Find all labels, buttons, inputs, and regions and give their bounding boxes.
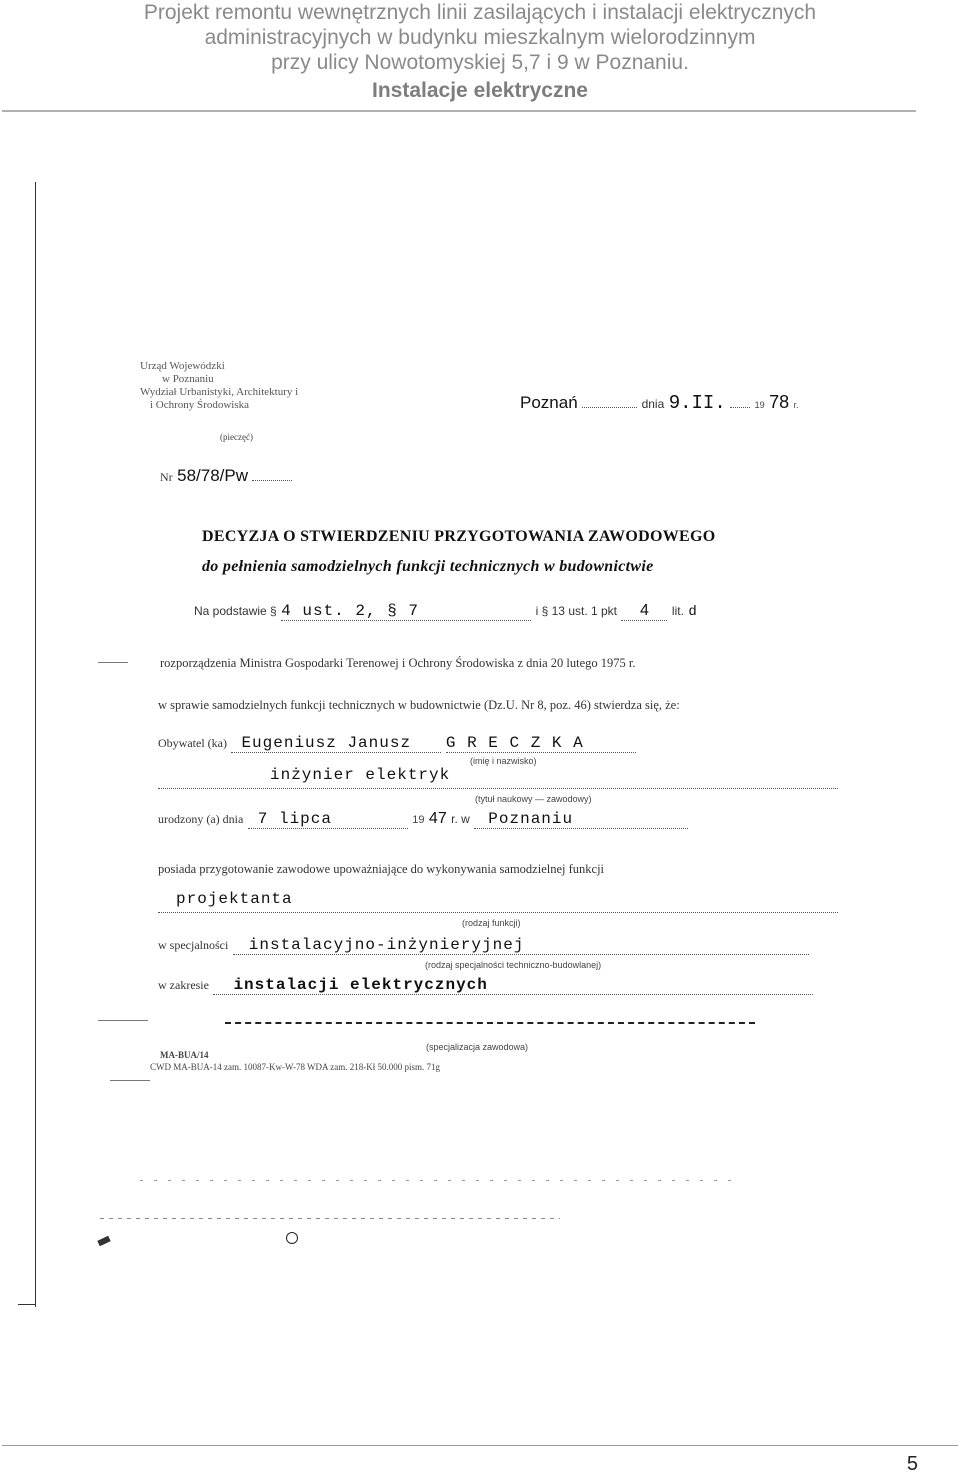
office-stamp bbox=[140, 360, 298, 412]
header-divider bbox=[2, 110, 916, 112]
decision-title-line-1: DECYZJA O STWIERDZENIU PRZYGOTOWANIA ZAWODOWEGO bbox=[202, 528, 716, 545]
specialty-label: w specjalności bbox=[158, 938, 229, 952]
scan-circle-mark bbox=[286, 1232, 298, 1244]
place-date-line bbox=[520, 392, 799, 414]
regulation-line: rozporządzenia Ministra Gospodarki Terenowej i Ochrony Środowiska z dnia 20 lutego 1975 r. bbox=[160, 656, 636, 670]
basis-middle: i § 13 ust. 1 pkt bbox=[535, 604, 618, 618]
profession-caption: (tytuł naukowy — zawodowy) bbox=[475, 794, 592, 804]
date-year: 78 bbox=[769, 392, 790, 412]
scan-smudge bbox=[97, 1236, 110, 1247]
basis-label: Na podstawie § bbox=[194, 604, 277, 618]
decision-title-line-2: do pełnienia samodzielnych funkcji technicznych w budownictwie bbox=[202, 558, 654, 575]
scope-label: w zakresie bbox=[158, 978, 209, 992]
specialty-line bbox=[158, 936, 809, 955]
date-year-suffix: r. bbox=[793, 400, 799, 410]
citizen-surname: G R E C Z K A bbox=[446, 734, 636, 753]
birth-in-label: r. w bbox=[451, 812, 470, 826]
birth-line bbox=[158, 810, 688, 829]
scope-dashed-line bbox=[225, 1022, 755, 1024]
birth-date: 7 lipca bbox=[248, 810, 408, 829]
function-caption: (rodzaj funkcji) bbox=[462, 918, 521, 928]
legal-basis-line bbox=[194, 602, 698, 621]
page-number: 5 bbox=[906, 1453, 918, 1475]
page-header bbox=[0, 0, 960, 103]
scan-noise bbox=[98, 1020, 148, 1021]
scope-value: instalacji elektrycznych bbox=[213, 976, 813, 995]
number-label: Nr bbox=[160, 470, 173, 484]
birth-place: Poznaniu bbox=[474, 810, 688, 829]
header-line-2: administracyjnych w budynku mieszkalnym wielorodzinnym bbox=[204, 26, 756, 49]
scope-line bbox=[158, 976, 813, 995]
scan-noise bbox=[100, 1218, 560, 1219]
specialty-caption: (rodzaj specjalności techniczno-budowlanej) bbox=[425, 960, 602, 970]
stamp-line-3: Wydział Urbanistyki, Architektury i bbox=[140, 386, 299, 398]
matter-line: w sprawie samodzielnych funkcji technicznych w budownictwie (Dz.U. Nr 8, poz. 46) stwierdza się, że: bbox=[158, 698, 680, 712]
scan-noise bbox=[140, 1180, 740, 1181]
basis-pkt: 4 bbox=[621, 602, 667, 621]
name-caption: (imię i nazwisko) bbox=[470, 756, 537, 766]
qualification-line: posiada przygotowanie zawodowe upoważniające do wykonywania samodzielnej funkcji bbox=[158, 862, 605, 876]
profession-value: inżynier elektryk bbox=[270, 766, 451, 784]
scan-corner-mark bbox=[18, 1304, 36, 1305]
stamp-line-2: w Poznaniu bbox=[162, 373, 214, 385]
scan-noise bbox=[110, 1080, 150, 1081]
stamp-caption: (pieczęć) bbox=[220, 432, 253, 442]
stamp-line-4: i Ochrony Środowiska bbox=[150, 399, 249, 411]
function-underline bbox=[158, 912, 838, 913]
date-day: 9.II. bbox=[668, 392, 726, 414]
decision-number bbox=[160, 466, 292, 486]
date-label: dnia bbox=[641, 397, 665, 411]
date-year-prefix: 19 bbox=[754, 400, 765, 410]
header-line-1: Projekt remontu wewnętrznych linii zasilających i instalacji elektrycznych bbox=[143, 1, 817, 24]
footer-divider bbox=[2, 1445, 958, 1446]
scan-left-border bbox=[35, 182, 36, 1307]
basis-lit-label: lit. bbox=[671, 604, 684, 618]
form-code: MA-BUA/14 bbox=[160, 1050, 209, 1060]
basis-value: 4 ust. 2, § 7 bbox=[281, 602, 531, 621]
birth-year-prefix: 19 bbox=[412, 814, 425, 826]
citizen-label: Obywatel (ka) bbox=[158, 736, 227, 750]
scanned-decision-document bbox=[90, 170, 850, 1310]
place-city: Poznań bbox=[520, 393, 578, 412]
profession-underline bbox=[158, 788, 838, 789]
print-info: CWD MA-BUA-14 zam. 10087-Kw-W-78 WDA zam. 218-Kł 50.000 pism. 71g bbox=[150, 1062, 441, 1072]
scope-caption: (specjalizacja zawodowa) bbox=[426, 1042, 529, 1052]
birth-year: 47 bbox=[428, 810, 447, 827]
citizen-line bbox=[158, 734, 636, 753]
function-value: projektanta bbox=[176, 890, 293, 908]
scan-noise bbox=[98, 662, 128, 663]
specialty-value: instalacyjno-inżynieryjnej bbox=[233, 936, 809, 955]
header-line-3: przy ulicy Nowotomyskiej 5,7 i 9 w Poznaniu. bbox=[271, 51, 689, 74]
number-value: 58/78/Pw bbox=[177, 466, 249, 485]
citizen-first-names: Eugeniusz Janusz bbox=[231, 734, 441, 753]
header-section-title: Instalacje elektryczne bbox=[372, 79, 588, 102]
basis-lit: d bbox=[688, 604, 698, 620]
birth-label: urodzony (a) dnia bbox=[158, 812, 244, 826]
stamp-line-1: Urząd Wojewódzki bbox=[140, 360, 225, 372]
